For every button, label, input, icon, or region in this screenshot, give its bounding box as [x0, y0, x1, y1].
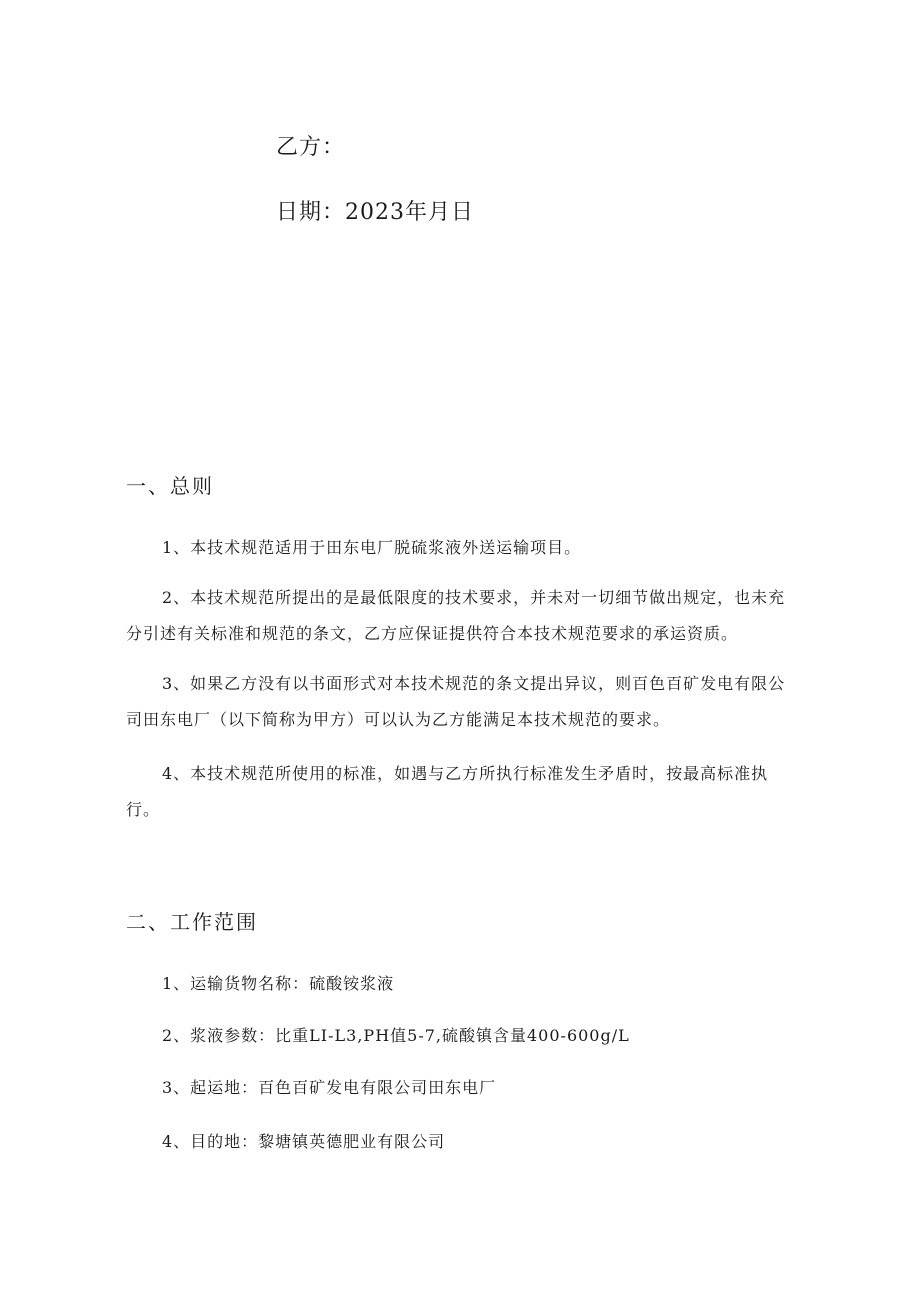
list-item: 3、起运地：百色百矿发电有限公司田东电厂	[162, 1078, 497, 1097]
paragraph: 3、如果乙方没有以书面形式对本技术规范的条文提出异议，则百色百矿发电有限公司田东电厂（以下简称为甲方）可以认为乙方能满足本技术规范的要求。	[126, 674, 786, 729]
paragraph: 1、本技术规范适用于田东电厂脱硫浆液外送运输项目。	[162, 538, 582, 557]
list-item: 2、浆液参数：比重LI-L3,PH值5-7,硫酸镇含量400-600g∕L	[162, 1026, 630, 1045]
list-item: 1、运输货物名称：硫酸铵浆液	[162, 974, 395, 993]
paragraph: 2、本技术规范所提出的是最低限度的技术要求，并未对一切细节做出规定，也未充分引述有关标准和规范的条文，乙方应保证提供符合本技术规范要求的承运资质。	[126, 588, 786, 643]
list-item: 4、目的地：黎塘镇英德肥业有限公司	[162, 1132, 446, 1151]
date-label: 日期：2023年月日	[276, 200, 474, 225]
party-b-label: 乙方：	[276, 135, 346, 160]
section-heading-scope: 二、工作范围	[126, 910, 258, 934]
paragraph: 4、本技术规范所使用的标准，如遇与乙方所执行标准发生矛盾时，按最高标准执行。	[126, 764, 769, 819]
section-heading-general: 一、总则	[126, 474, 214, 498]
